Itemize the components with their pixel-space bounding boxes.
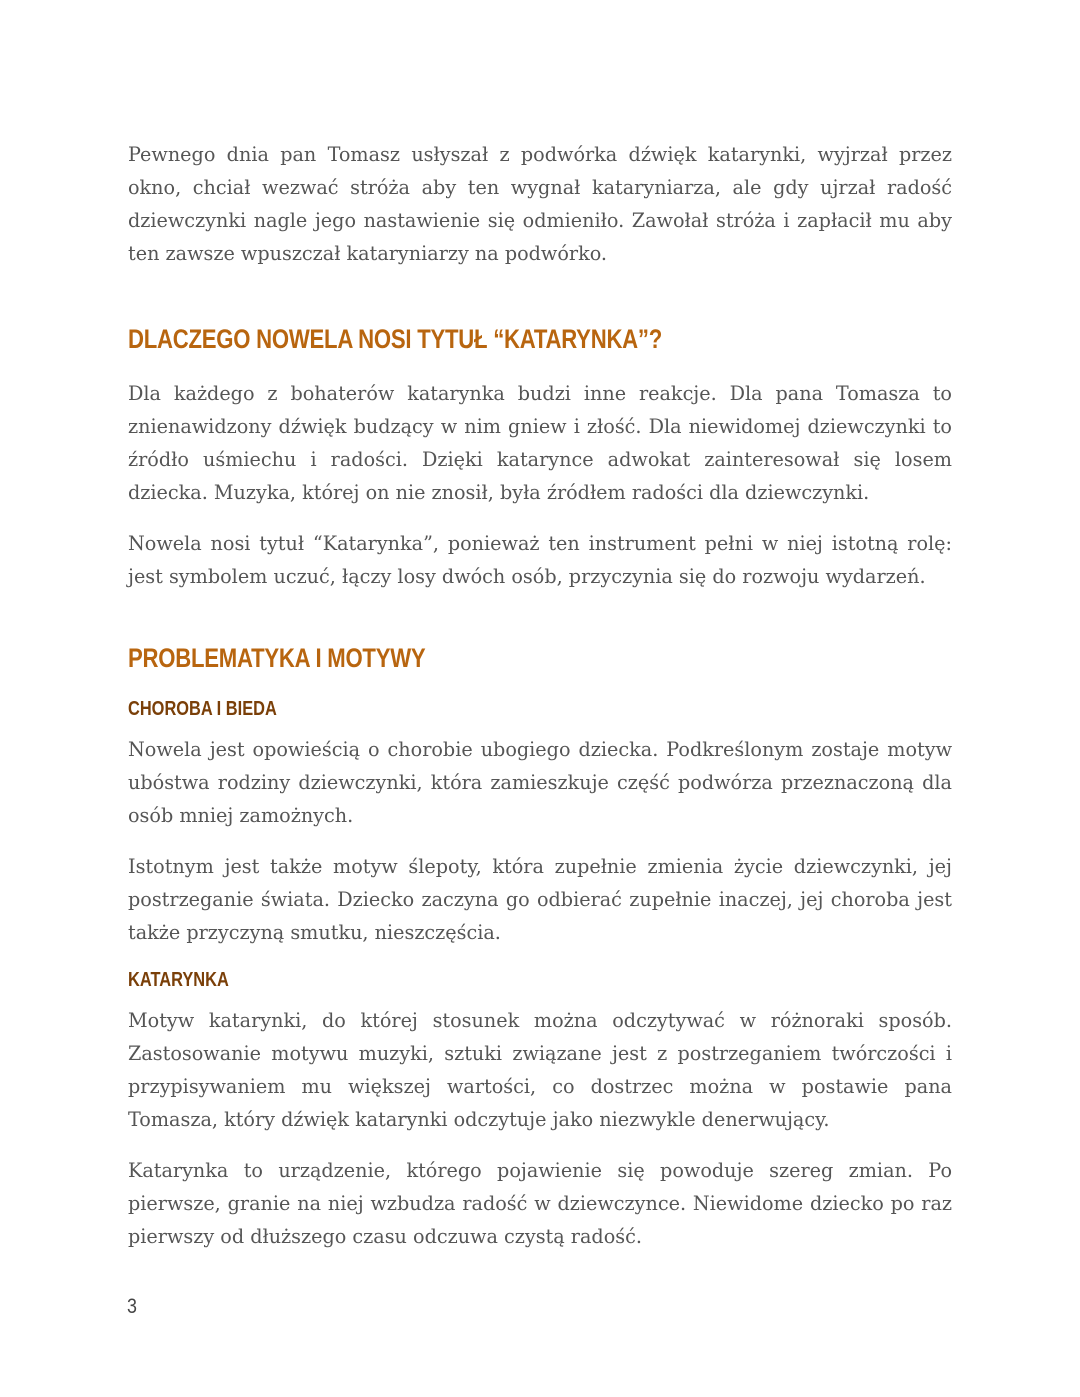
illness-paragraph-2: Istotnym jest także motyw ślepoty, która zupełnie zmienia życie dziewczynki, jej postrzeganie świata. Dziecko zaczyna go odbierać zupełnie inaczej, jej choroba jest także przyczyną smutku, nieszczęścia. <box>128 855 952 944</box>
barrel-organ-paragraph-1: Motyw katarynki, do której stosunek można odczytywać w różnoraki sposób. Zastosowanie motywu muzyki, sztuki związane jest z postrzeganiem twórczości i przypisywaniem mu większej wartości, co dostrzec można w postawie pana Tomasza, który dźwięk katarynki odczytuje jako niezwykle denerwujący. <box>128 1009 952 1131</box>
title-paragraph-2: Nowela nosi tytuł “Katarynka”, ponieważ ten instrument pełni w niej istotną rolę: jest symbolem uczuć, łączy losy dwóch osób, przyczynia się do rozwoju wydarzeń. <box>128 532 952 588</box>
section-heading-title: DLACZEGO NOWELA NOSI TYTUŁ “KATARYNKA”? <box>128 324 663 354</box>
illness-paragraph-1: Nowela jest opowieścią o chorobie ubogiego dziecka. Podkreślonym zostaje motyw ubóstwa rodziny dziewczynki, która zamieszkuje część podwórza przeznaczoną dla osób mniej zamożnych. <box>128 738 952 827</box>
page-number: 3 <box>127 1295 137 1318</box>
document-page <box>128 138 952 1253</box>
subsection-heading-barrel-organ: KATARYNKA <box>128 969 229 991</box>
subsection-heading-illness: CHOROBA I BIEDA <box>128 698 277 720</box>
section-heading-problems: PROBLEMATYKA I MOTYWY <box>128 643 426 673</box>
title-paragraph-1: Dla każdego z bohaterów katarynka budzi inne reakcje. Dla pana Tomasza to znienawidzony dźwięk budzący w nim gniew i złość. Dla niewidomej dziewczynki to źródło uśmiechu i radości. Dzięki katarynce adwokat zainteresował się losem dziecka. Muzyka, której on nie znosił, była źródłem radości dla dziewczynki. <box>128 382 952 504</box>
barrel-organ-paragraph-2: Katarynka to urządzenie, którego pojawienie się powoduje szereg zmian. Po pierwsze, granie na niej wzbudza radość w dziewczynce. Niewidome dziecko po raz pierwszy od dłuższego czasu odczuwa czystą radość. <box>128 1159 952 1248</box>
intro-paragraph: Pewnego dnia pan Tomasz usłyszał z podwórka dźwięk katarynki, wyjrzał przez okno, chciał wezwać stróża aby ten wygnał kataryniarza, ale gdy ujrzał radość dziewczynki nagle jego nastawienie się odmieniło. Zawołał stróża i zapłacił mu aby ten zawsze wpuszczał kataryniarzy na podwórko. <box>128 143 952 265</box>
